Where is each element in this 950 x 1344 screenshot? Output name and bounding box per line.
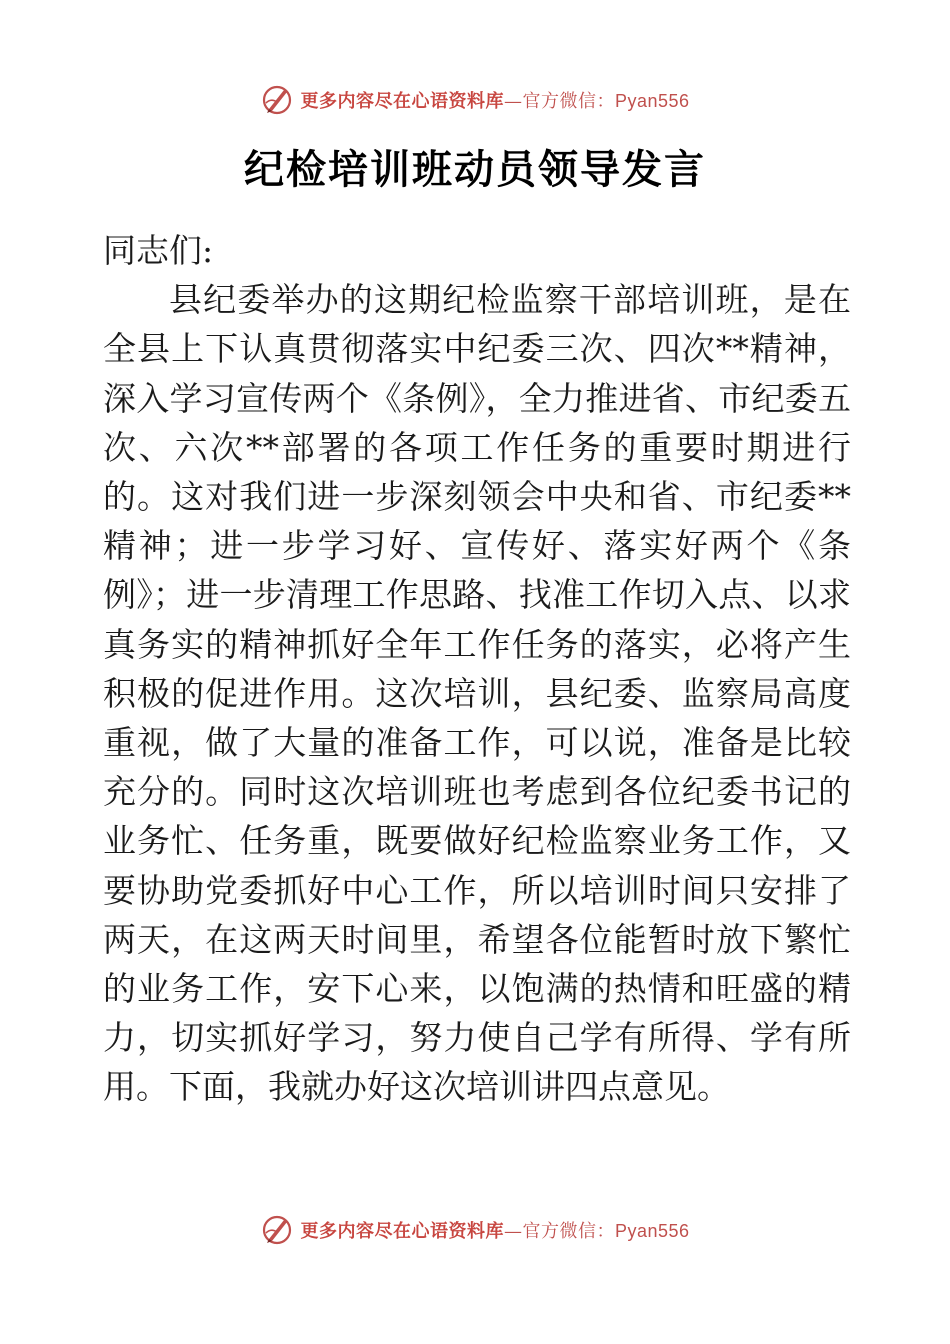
salutation: 同志们: — [103, 231, 214, 270]
document-title: 纪检培训班动员领导发言 — [244, 146, 706, 193]
banner-wechat-label: 官方微信： — [522, 91, 615, 112]
pen-circle-logo-icon — [260, 83, 294, 117]
banner-brand: 更多内容尽在心语资料库 — [300, 1221, 504, 1242]
banner-wechat-id: Pyan556 — [614, 91, 690, 111]
header-banner — [0, 80, 950, 120]
banner-brand: 更多内容尽在心语资料库 — [300, 91, 504, 112]
banner-wechat-label: 官方微信： — [522, 1221, 615, 1242]
body-paragraph: 县纪委举办的这期纪检监察干部培训班，是在全县上下认真贯彻落实中纪委三次、四次**精神，深入学习宣传两个《条例》，全力推进省、市纪委五次、六次**部署的各项工作任务的重要时期进行的。这对我们进一步深刻领会中央和省、市纪委**精神；进一步学习好、宣传好、落实好两个《条例》；进一步清理工作思路、找准工作切入点、以求真务实的精神抓好全年工作任务的落实，必将产生积极的促进作用。这次培训，县纪委、监察局高度重视，做了大量的准备工作，可以说，准备是比较充分的。同时这次培训班也考虑到各位纪委书记的业务忙、任务重，既要做好纪检监察业务工作，又要协助党委抓好中心工作，所以培训时间只安排了两天，在这两天时间里，希望各位能暂时放下繁忙的业务工作，安下心来，以饱满的热情和旺盛的精力，切实抓好学习，努力使自己学有所得、学有所用。下面，我就办好这次培训讲四点意见。 — [103, 280, 851, 1107]
footer-banner — [0, 1210, 950, 1250]
document-body — [103, 226, 851, 1112]
banner-wechat-id: Pyan556 — [614, 1221, 690, 1241]
banner-separator: — — [503, 1221, 523, 1242]
banner-separator: — — [503, 91, 523, 112]
banner-text — [300, 1217, 689, 1243]
banner-text — [300, 87, 689, 113]
pen-circle-logo-icon — [260, 1213, 294, 1247]
